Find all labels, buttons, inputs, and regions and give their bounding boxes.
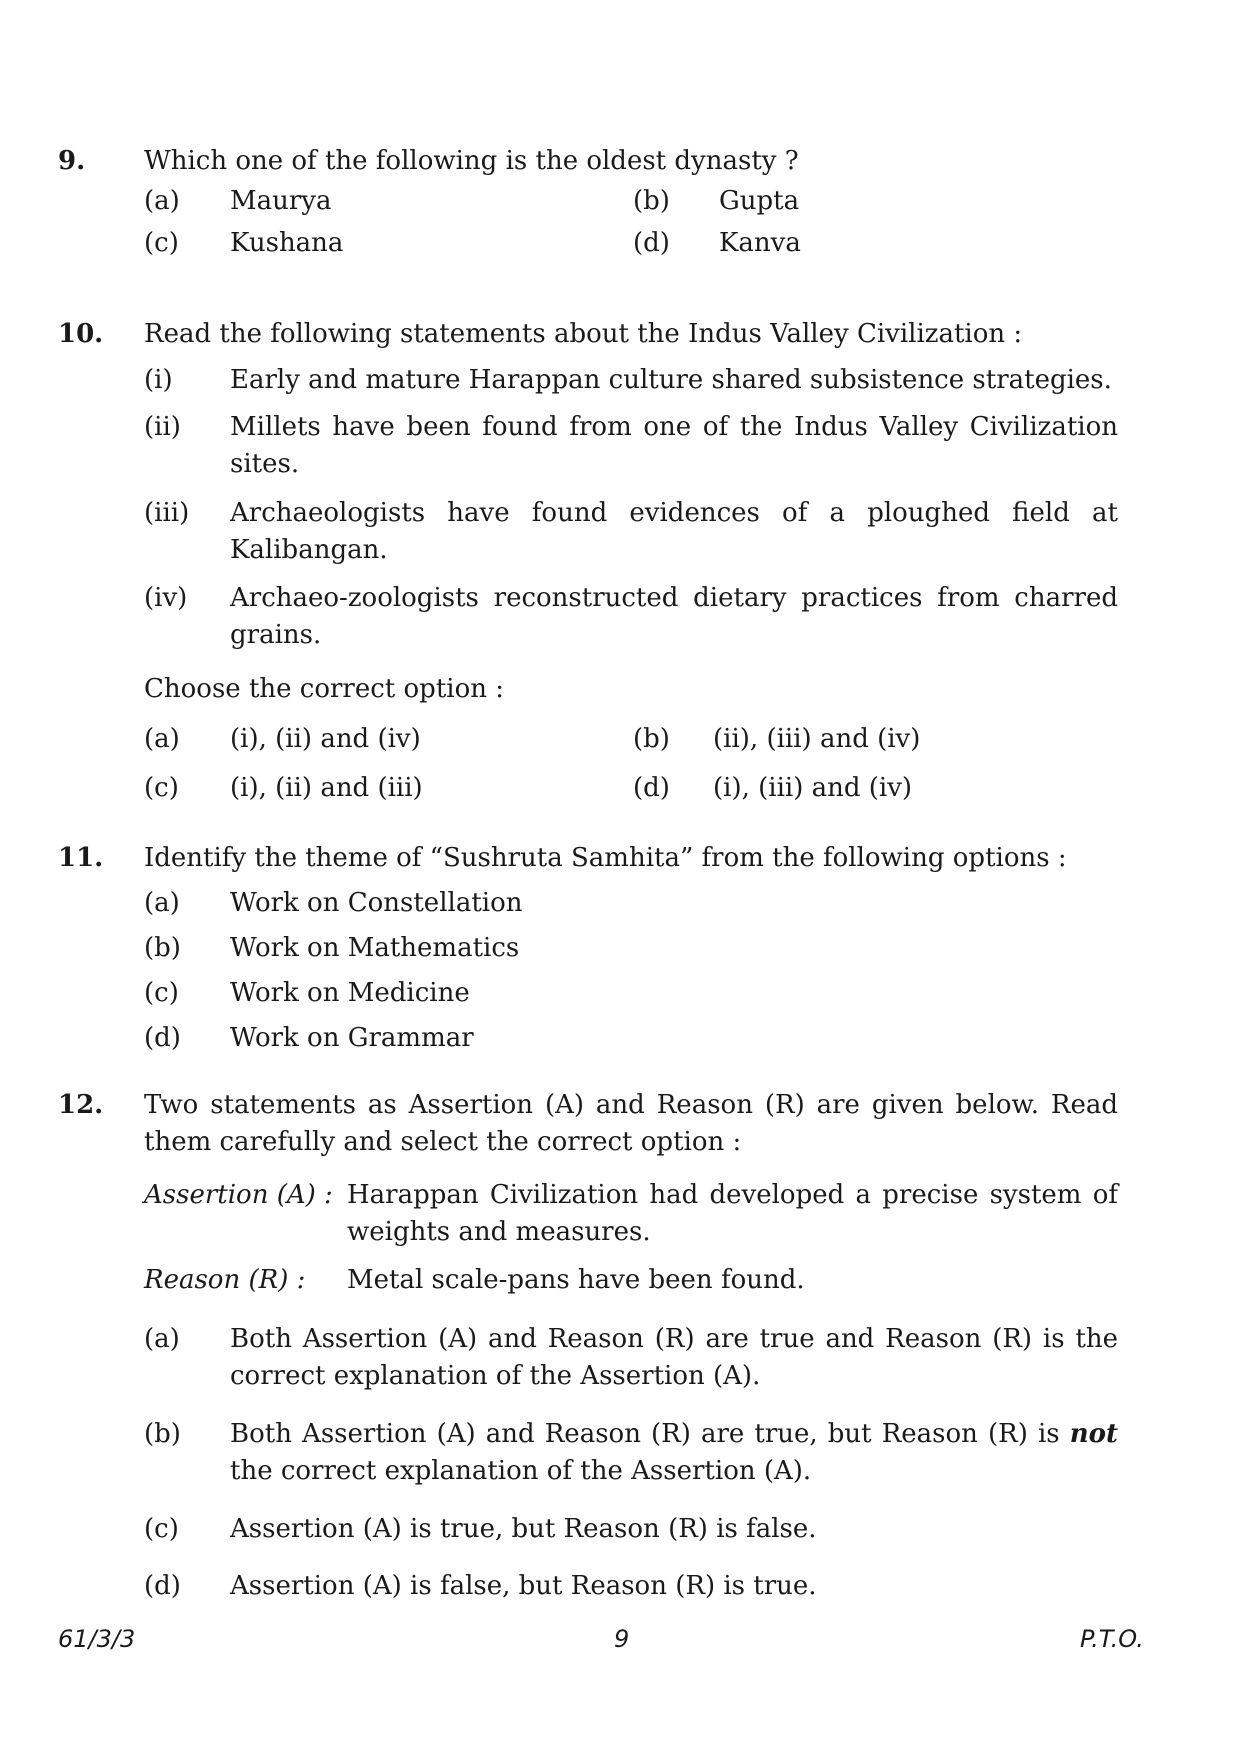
option-text: Work on Grammar: [230, 1023, 474, 1053]
option-text: (i), (iii) and (iv): [713, 773, 913, 803]
statement-text: Millets have been found from one of the Indus Valley Civilization sites.: [230, 412, 1118, 479]
option-label: (c): [144, 978, 179, 1008]
option-text: (i), (ii) and (iii): [230, 773, 423, 803]
option-text: Work on Mathematics: [230, 933, 520, 963]
assertion-text: Harappan Civilization had developed a precise system of weights and measures.: [347, 1180, 1118, 1247]
question-10: [58, 316, 1118, 353]
option-label: (b): [144, 933, 181, 963]
statement-iii: [144, 495, 1118, 569]
option-label: (c): [144, 1514, 179, 1544]
option-label: (a): [144, 724, 180, 754]
option-label: (d): [633, 773, 670, 803]
option-text: Maurya: [230, 186, 332, 216]
reason-label: Reason (R) :: [144, 1265, 306, 1295]
option-label: (a): [144, 186, 180, 216]
option-text: Work on Medicine: [230, 978, 470, 1008]
option-text: Gupta: [719, 186, 800, 216]
statement-iv: [144, 580, 1118, 654]
emphasis-not: not: [1069, 1419, 1119, 1449]
statement-label: (ii): [144, 412, 181, 442]
statement-label: (i): [144, 365, 173, 395]
question-11: [58, 840, 1118, 877]
option-label: (a): [144, 888, 180, 918]
question-number: 9.: [58, 146, 86, 176]
option-a: [144, 1321, 1118, 1395]
option-text: Kushana: [230, 228, 344, 258]
option-label: (d): [633, 228, 670, 258]
question-number: 11.: [58, 843, 104, 873]
question-text: Which one of the following is the oldest dynasty ?: [144, 146, 799, 176]
option-b: [144, 1416, 1118, 1490]
statement-label: (iv): [144, 583, 188, 613]
question-text: Identify the theme of “Sushruta Samhita” from the following options :: [144, 843, 1067, 873]
choose-prompt: Choose the correct option :: [144, 674, 505, 704]
option-text: Kanva: [719, 228, 801, 258]
option-label: (d): [144, 1571, 181, 1601]
option-text: Work on Constellation: [230, 888, 523, 918]
page-number: 9: [614, 1625, 630, 1653]
option-text: Assertion (A) is false, but Reason (R) is true.: [230, 1571, 817, 1601]
option-text-before: Both Assertion (A) and Reason (R) are true, but Reason (R) is: [230, 1419, 1060, 1449]
statement-i: [144, 362, 1118, 399]
option-text: Assertion (A) is true, but Reason (R) is false.: [230, 1514, 817, 1544]
option-label: (d): [144, 1023, 181, 1053]
question-text: Two statements as Assertion (A) and Reason (R) are given below. Read them carefully and select the correct option :: [144, 1090, 1118, 1157]
option-text-after: the correct explanation of the Assertion (A).: [230, 1456, 812, 1486]
option-text: (ii), (iii) and (iv): [713, 724, 921, 754]
question-number: 10.: [58, 319, 104, 349]
paper-code: 61/3/3: [58, 1625, 136, 1653]
option-text: (i), (ii) and (iv): [230, 724, 421, 754]
reason-text: Metal scale-pans have been found.: [347, 1265, 805, 1295]
reason: [144, 1262, 1118, 1299]
option-c: [144, 1511, 1118, 1548]
question-number: 12.: [58, 1090, 104, 1120]
option-label: (b): [633, 186, 670, 216]
pto-note: P.T.O.: [1080, 1625, 1144, 1653]
assertion-label: Assertion (A) :: [144, 1180, 333, 1210]
option-label: (c): [144, 773, 179, 803]
option-text: [230, 1416, 1118, 1490]
option-label: (a): [144, 1324, 180, 1354]
statement-text: Early and mature Harappan culture shared subsistence strategies.: [230, 365, 1112, 395]
statement-ii: [144, 409, 1118, 483]
option-label: (b): [144, 1419, 181, 1449]
option-text: Both Assertion (A) and Reason (R) are true and Reason (R) is the correct explanation of the Assertion (A).: [230, 1324, 1118, 1391]
option-d: [144, 1568, 1118, 1605]
assertion: [144, 1177, 1118, 1251]
question-text: Read the following statements about the Indus Valley Civilization :: [144, 319, 1023, 349]
option-label: (c): [144, 228, 179, 258]
statement-text: Archaeo-zoologists reconstructed dietary practices from charred grains.: [230, 583, 1118, 650]
statement-label: (iii): [144, 498, 190, 528]
question-9: [58, 143, 1118, 180]
option-label: (b): [633, 724, 670, 754]
question-12: [58, 1087, 1118, 1161]
statement-text: Archaeologists have found evidences of a ploughed field at Kalibangan.: [230, 498, 1118, 565]
